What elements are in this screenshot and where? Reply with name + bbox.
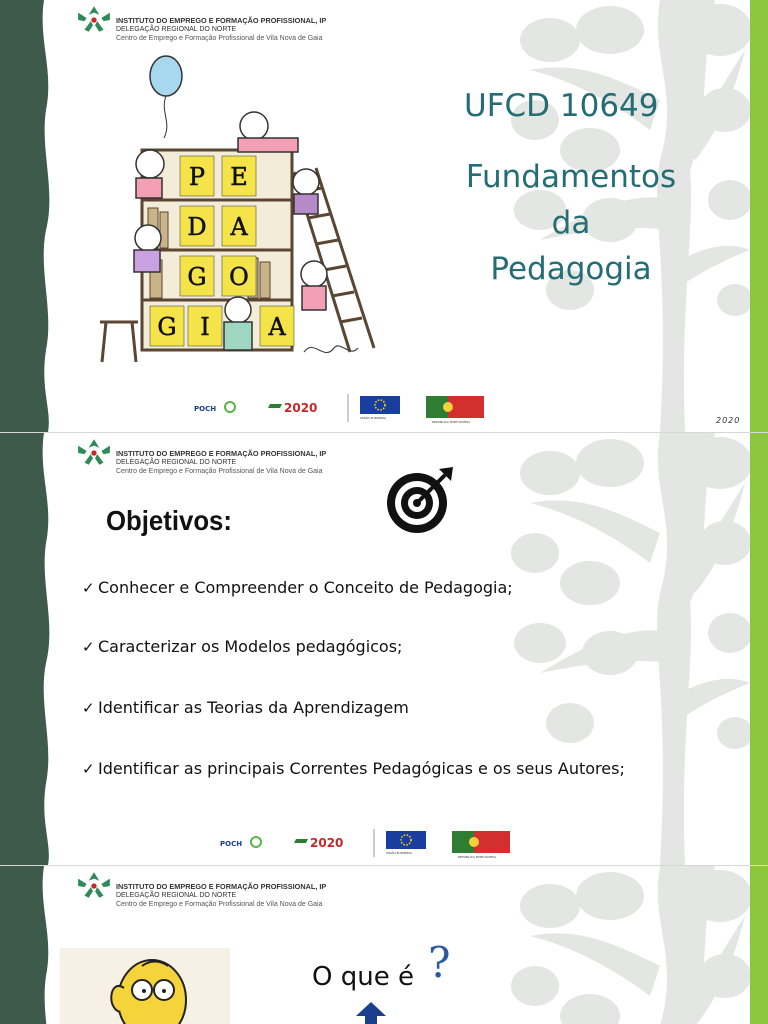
- left-decorative-band: [0, 0, 56, 432]
- objective-text: Identificar as Teorias da Aprendizagem: [98, 698, 409, 717]
- institution-center: Centro de Emprego e Formação Profissional de Vila Nova de Gaia: [116, 901, 323, 908]
- pedagogy-illustration: [88, 52, 390, 382]
- portugal2020-logo: 2020: [310, 836, 344, 850]
- question-mark-icon: ?: [428, 938, 451, 987]
- svg-text:O: O: [229, 263, 249, 291]
- institution-center: Centro de Emprego e Formação Profissional de Vila Nova de Gaia: [116, 35, 323, 42]
- right-accent-band: [750, 0, 768, 432]
- institution-name: INSTITUTO DO EMPREGO E FORMAÇÃO PROFISSIONAL, IP: [116, 16, 327, 25]
- eu-logo: UNIÃO EUROPEIA: [386, 851, 412, 855]
- objective-item: [82, 636, 648, 658]
- right-accent-band: [750, 866, 768, 1024]
- poch-logo: POCH: [220, 840, 243, 848]
- right-accent-band: [750, 433, 768, 865]
- left-decorative-band: [0, 866, 56, 1024]
- objective-item: [82, 758, 648, 780]
- portugal2020-logo: 2020: [284, 401, 318, 415]
- course-title-line-2: da: [551, 205, 591, 241]
- course-code: UFCD 10649: [464, 88, 659, 124]
- svg-text:I: I: [200, 313, 210, 341]
- objective-item: [82, 577, 648, 599]
- year-label: 2020: [716, 416, 741, 425]
- target-icon: [383, 463, 457, 537]
- institution-name: INSTITUTO DO EMPREGO E FORMAÇÃO PROFISSIONAL, IP: [116, 449, 327, 458]
- institution-name: INSTITUTO DO EMPREGO E FORMAÇÃO PROFISSIONAL, IP: [116, 882, 327, 891]
- checkmark-icon: ✓: [82, 760, 95, 778]
- institution-header: [76, 4, 356, 50]
- institution-center: Centro de Emprego e Formação Profissional de Vila Nova de Gaia: [116, 468, 323, 475]
- republica-logo: REPÚBLICA PORTUGUESA: [432, 420, 471, 424]
- institution-delegation: DELEGAÇÃO REGIONAL DO NORTE: [116, 892, 237, 899]
- svg-text:P: P: [188, 163, 206, 191]
- cartoon-character-illustration: [60, 948, 230, 1024]
- slide-3[interactable]: [0, 866, 768, 1024]
- tree-watermark: [510, 866, 750, 1024]
- objective-item: [82, 697, 648, 719]
- course-title-line-3: Pedagogia: [490, 251, 652, 287]
- objective-text: Conhecer e Compreender o Conceito de Pedagogia;: [98, 578, 513, 597]
- svg-text:A: A: [230, 213, 248, 241]
- funding-logos: [192, 394, 492, 424]
- slide-1[interactable]: [0, 0, 768, 432]
- iefp-logo-icon: [76, 4, 112, 34]
- svg-text:G: G: [187, 263, 207, 291]
- svg-text:A: A: [268, 313, 286, 341]
- checkmark-icon: ✓: [82, 699, 95, 717]
- objectives-heading: Objetivos:: [106, 505, 232, 536]
- poch-logo: POCH: [194, 405, 217, 413]
- iefp-logo-icon: [76, 870, 112, 900]
- checkmark-icon: ✓: [82, 638, 95, 656]
- svg-text:G: G: [157, 313, 177, 341]
- slide-2[interactable]: [0, 433, 768, 865]
- institution-header: [76, 870, 356, 916]
- objective-text: Caracterizar os Modelos pedagógicos;: [98, 637, 403, 656]
- svg-text:E: E: [230, 163, 248, 191]
- iefp-logo-icon: [76, 437, 112, 467]
- institution-delegation: DELEGAÇÃO REGIONAL DO NORTE: [116, 459, 237, 466]
- funding-logos: [218, 829, 518, 859]
- left-decorative-band: [0, 433, 56, 865]
- institution-delegation: DELEGAÇÃO REGIONAL DO NORTE: [116, 26, 237, 33]
- course-title: [440, 154, 702, 292]
- eu-logo: UNIÃO EUROPEIA: [360, 416, 386, 420]
- checkmark-icon: ✓: [82, 579, 95, 597]
- institution-header: [76, 437, 356, 483]
- republica-logo: REPÚBLICA PORTUGUESA: [458, 855, 497, 859]
- objective-text: Identificar as principais Correntes Pedagógicas e os seus Autores;: [98, 759, 625, 778]
- up-arrow-icon: [356, 1002, 386, 1024]
- question-text: O que é: [312, 962, 414, 992]
- svg-text:D: D: [187, 213, 207, 241]
- course-title-line-1: Fundamentos: [465, 159, 677, 195]
